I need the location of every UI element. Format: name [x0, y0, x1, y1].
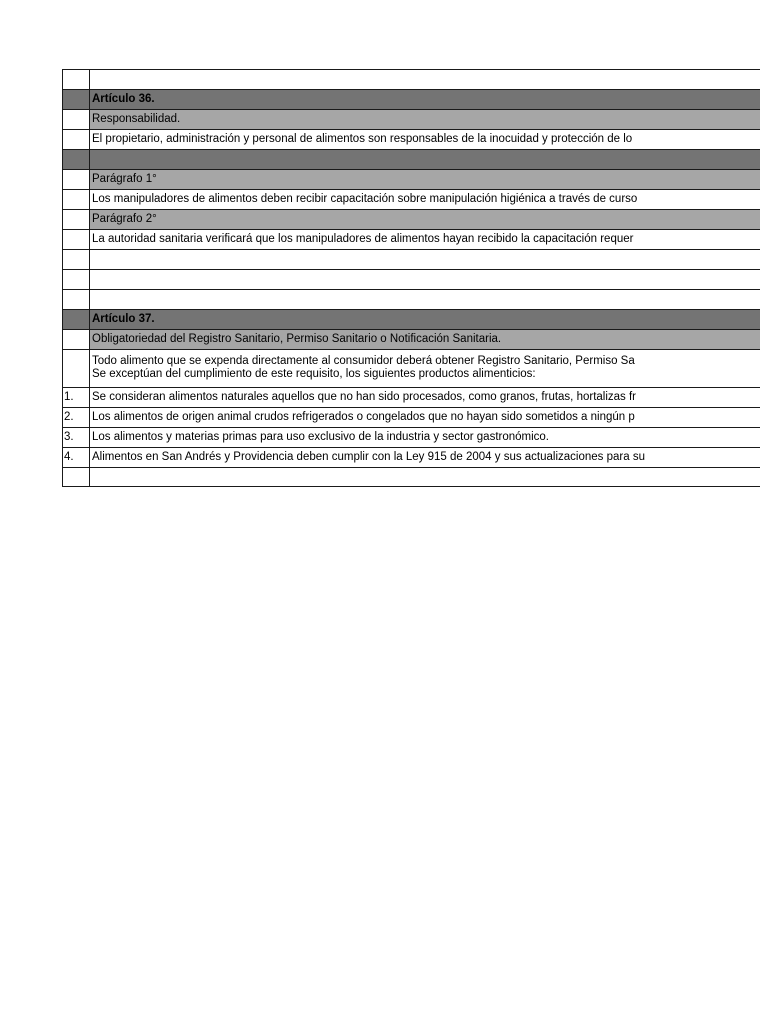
text-cell[interactable] [90, 70, 686, 89]
text-cell[interactable] [90, 290, 686, 309]
row-number-cell[interactable] [62, 210, 90, 229]
paragraph-header-row [62, 170, 760, 190]
article-title-cell[interactable]: Artículo 36. [90, 90, 686, 109]
text-cell[interactable]: Alimentos en San Andrés y Providencia deben cumplir con la Ley 915 de 2004 y sus actualizaciones para su [92, 451, 645, 463]
article-subtitle-cell[interactable]: Obligatoriedad del Registro Sanitario, Permiso Sanitario o Notificación Sanitaria. [90, 330, 686, 349]
table-row [62, 69, 760, 90]
article-header-row [62, 310, 760, 330]
item-number-cell[interactable]: 3. [62, 428, 90, 447]
table-row [62, 250, 760, 270]
row-number-cell[interactable] [62, 330, 90, 349]
article-subtitle-row [62, 330, 760, 350]
overflow-cell [686, 408, 760, 427]
text-cell[interactable] [90, 150, 686, 169]
spreadsheet-grid [62, 69, 760, 487]
paragraph-title-cell[interactable]: Parágrafo 1° [90, 170, 686, 189]
text-cell[interactable]: Los manipuladores de alimentos deben recibir capacitación sobre manipulación higiénica a través de curso [92, 193, 638, 205]
overflow-cell [686, 350, 760, 387]
overflow-cell [686, 250, 760, 269]
row-number-cell[interactable] [62, 468, 90, 486]
article-header-row [62, 90, 760, 110]
item-number-cell[interactable]: 2. [62, 408, 90, 427]
list-item [62, 388, 760, 408]
row-number-cell[interactable] [62, 90, 90, 109]
table-row [62, 350, 760, 388]
row-number-cell[interactable] [62, 70, 90, 89]
paragraph-title-cell[interactable]: Parágrafo 2° [90, 210, 686, 229]
paragraph-header-row [62, 210, 760, 230]
article-subtitle-cell[interactable]: Responsabilidad. [90, 110, 686, 129]
text-line: Se exceptúan del cumplimiento de este requisito, los siguientes productos alimenticios: [92, 368, 536, 380]
article-subtitle-row [62, 110, 760, 130]
overflow-cell [686, 170, 760, 189]
overflow-cell [686, 270, 760, 289]
text-cell[interactable]: El propietario, administración y personal de alimentos son responsables de la inocuidad y protección de lo [92, 133, 633, 145]
overflow-cell [686, 210, 760, 229]
overflow-cell [686, 130, 760, 149]
text-cell[interactable] [90, 250, 686, 269]
row-number-cell[interactable] [62, 270, 90, 289]
row-number-cell[interactable] [62, 250, 90, 269]
separator-row [62, 150, 760, 170]
overflow-cell [686, 90, 760, 109]
overflow-cell [686, 468, 760, 486]
overflow-cell [686, 70, 760, 89]
table-row [62, 130, 760, 150]
list-item [62, 448, 760, 468]
row-number-cell[interactable] [62, 190, 90, 209]
overflow-cell [686, 388, 760, 407]
text-cell[interactable]: Los alimentos de origen animal crudos refrigerados o congelados que no hayan sido sometidos a ningún p [92, 411, 635, 423]
row-number-cell[interactable] [62, 150, 90, 169]
overflow-cell [686, 330, 760, 349]
item-number-cell[interactable]: 4. [62, 448, 90, 467]
row-number-cell[interactable] [62, 290, 90, 309]
text-cell[interactable] [90, 270, 686, 289]
overflow-cell [686, 310, 760, 329]
text-cell[interactable] [90, 468, 686, 486]
row-number-cell[interactable] [62, 350, 90, 387]
text-cell[interactable] [90, 350, 686, 387]
table-row [62, 270, 760, 290]
article-title-cell[interactable]: Artículo 37. [90, 310, 686, 329]
row-number-cell[interactable] [62, 310, 90, 329]
table-row [62, 468, 760, 487]
overflow-cell [686, 448, 760, 467]
text-cell[interactable]: Los alimentos y materias primas para uso exclusivo de la industria y sector gastronómico. [92, 431, 550, 443]
row-number-cell[interactable] [62, 130, 90, 149]
text-cell[interactable]: Se consideran alimentos naturales aquellos que no han sido procesados, como granos, frutas, hortalizas fr [92, 391, 637, 403]
list-item [62, 428, 760, 448]
overflow-cell [686, 110, 760, 129]
row-number-cell[interactable] [62, 170, 90, 189]
table-row [62, 190, 760, 210]
overflow-cell [686, 190, 760, 209]
text-cell[interactable]: La autoridad sanitaria verificará que los manipuladores de alimentos hayan recibido la capacitación requer [92, 233, 634, 245]
table-row [62, 290, 760, 310]
overflow-cell [686, 150, 760, 169]
row-number-cell[interactable] [62, 110, 90, 129]
row-number-cell[interactable] [62, 230, 90, 249]
overflow-cell [686, 230, 760, 249]
overflow-cell [686, 428, 760, 447]
text-line: Todo alimento que se expenda directamente al consumidor deberá obtener Registro Sanitario, Permiso Sa [92, 355, 635, 367]
item-number-cell[interactable]: 1. [62, 388, 90, 407]
table-row [62, 230, 760, 250]
overflow-cell [686, 290, 760, 309]
list-item [62, 408, 760, 428]
